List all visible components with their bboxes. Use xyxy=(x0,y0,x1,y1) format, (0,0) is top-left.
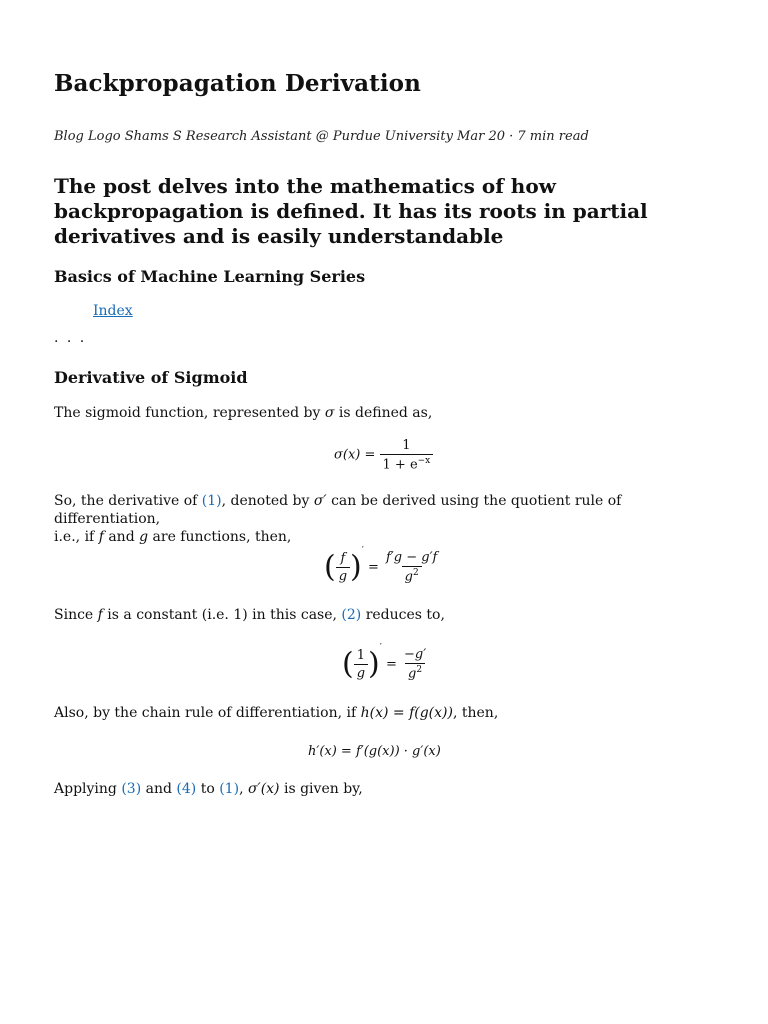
series-heading: Basics of Machine Learning Series xyxy=(54,267,366,286)
equation-quotient-rule: ( $\frac{f}{g}$ )′ = $\frac{f'g - g'f}{g^2}$ xyxy=(324,546,438,585)
article-lead: The post delves into the mathematics of how backpropagation is defined. It has its roots in partial derivatives and is easily understandable xyxy=(54,174,648,248)
paragraph-constant: Since f is a constant (i.e. 1) in this case, (2) reduces to, xyxy=(54,607,445,623)
equation-ref-1b[interactable]: (1) xyxy=(219,781,240,797)
index-link[interactable]: Index xyxy=(93,303,133,319)
equation-sigmoid: σ(x) = $\frac{1}{1 + e^{-x}}$ xyxy=(334,438,433,472)
paragraph-quotient-rule: So, the derivative of (1), denoted by σ′ can be derived using the quotient rule of differentiation, i.e., if f and g are functions, then, xyxy=(54,493,622,545)
equation-ref-1[interactable]: (1) xyxy=(201,493,222,509)
fraction: $\frac{1}{1 + e^{-x}}$ xyxy=(380,438,434,472)
article-title: Backpropagation Derivation xyxy=(54,70,421,97)
equation-chain-rule: h′(x) = f′(g(x)) · g′(x) xyxy=(308,744,441,759)
equation-ref-4[interactable]: (4) xyxy=(176,781,197,797)
article-meta: Blog Logo Shams S Research Assistant @ Purdue University Mar 20 · 7 min read xyxy=(54,129,589,144)
equation-ref-3[interactable]: (3) xyxy=(121,781,142,797)
equation-reciprocal: ( $\frac{1}{g}$ )′ = $\frac{-g'}{g^2}$ xyxy=(342,643,427,682)
section-heading: Derivative of Sigmoid xyxy=(54,368,248,387)
paragraph-chain-rule: Also, by the chain rule of differentiation, if h(x) = f(g(x)), then, xyxy=(54,705,499,721)
equation-ref-2[interactable]: (2) xyxy=(341,607,362,623)
paragraph-sigmoid-def: The sigmoid function, represented by σ is defined as, xyxy=(54,405,433,421)
paragraph-applying: Applying (3) and (4) to (1), σ′(x) is given by, xyxy=(54,781,363,797)
separator: . . . xyxy=(54,330,87,346)
